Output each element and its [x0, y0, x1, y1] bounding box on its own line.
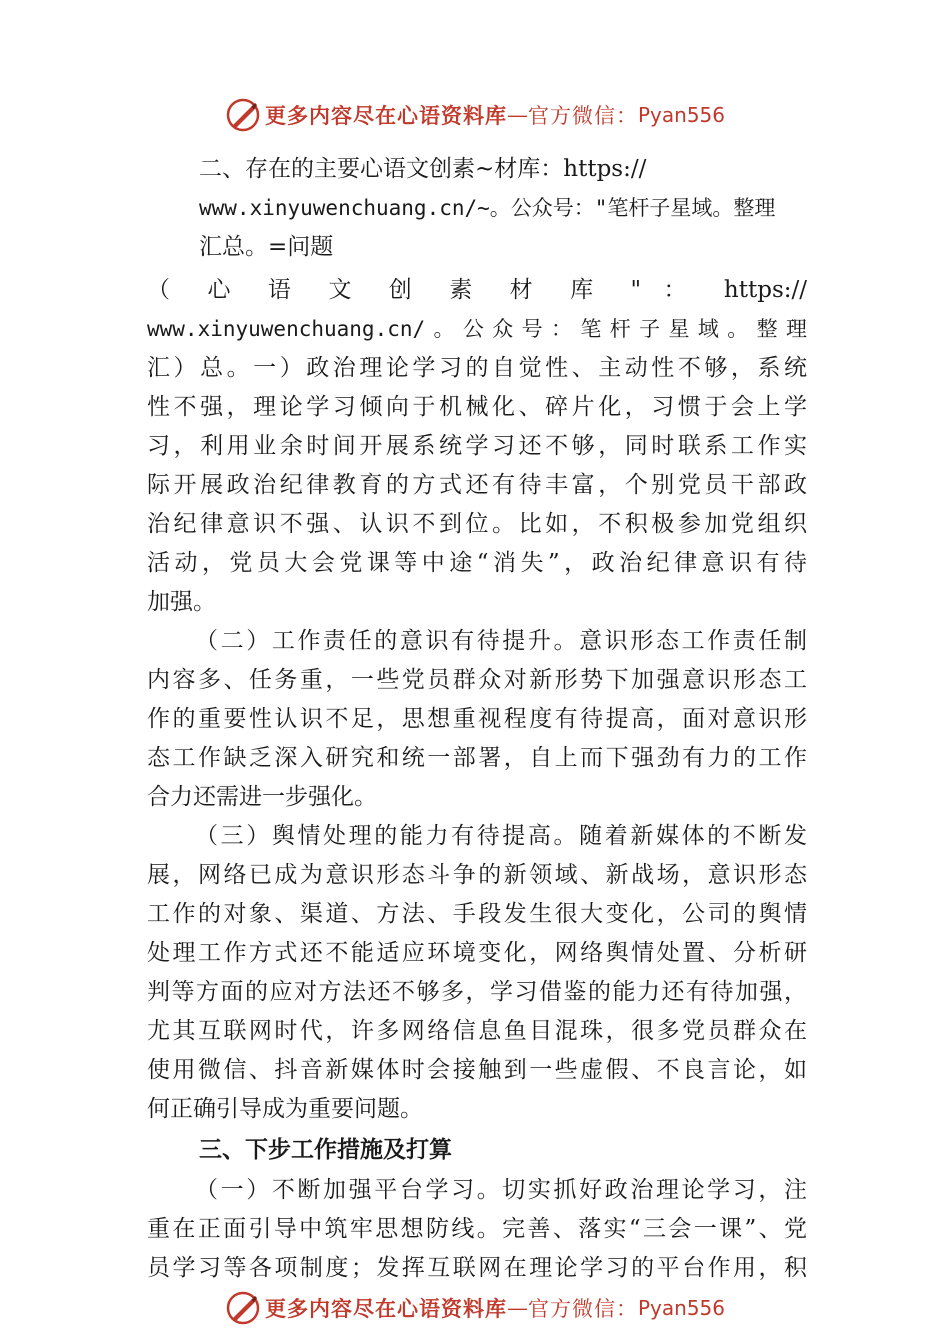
banner-separator: —: [506, 103, 528, 127]
paragraph-line: 工作的对象、渠道、方法、手段发生很大变化，公司的舆情: [147, 901, 807, 927]
pen-logo-icon: [225, 1290, 261, 1326]
paragraph-line: 处理工作方式还不能适应环境变化，网络舆情处置、分析研: [147, 940, 807, 966]
library-text: 更多内容尽在心语资料库: [264, 103, 507, 128]
paragraph-line: 使用微信、抖音新媒体时会接触到一些虚假、不良言论，如: [147, 1057, 807, 1083]
paragraph-line: 何正确引导成为重要问题。: [147, 1096, 423, 1122]
section-2-heading-line: 汇总。=问题: [199, 234, 334, 260]
paragraph-line: 重在正面引导中筑牢思想防线。完善、落实“三会一课”、党: [147, 1216, 807, 1242]
paragraph-line: 合力还需进一步强化。: [147, 784, 377, 810]
footer-banner: [0, 1288, 950, 1328]
section-3-heading: 三、下步工作措施及打算: [199, 1137, 452, 1163]
paragraph-line: www.xinyuwenchuang.cn/。公众号：笔杆子星域。整理: [147, 317, 807, 341]
wechat-label: 官方微信：: [527, 1297, 638, 1321]
wechat-label: 官方微信：: [527, 104, 638, 128]
wechat-account: Pyan556: [637, 103, 725, 127]
section-2-heading-line: 二、存在的主要心语文创素~材库：https://: [199, 156, 647, 182]
paragraph-line: 员学习等各项制度；发挥互联网在理论学习的平台作用，积: [147, 1255, 807, 1281]
paragraph-line: 内容多、任务重，一些党员群众对新形势下加强意识形态工: [147, 667, 807, 693]
library-text: 更多内容尽在心语资料库: [264, 1296, 507, 1321]
paragraph-line: 习，利用业余时间开展系统学习还不够，同时联系工作实: [147, 433, 807, 459]
paragraph-line: 加强。: [147, 589, 216, 615]
document-body: [147, 150, 807, 1288]
wechat-account: Pyan556: [637, 1296, 725, 1320]
paragraph-line: （ 心 语 文 创 素 材 库 " ： https://: [147, 277, 807, 303]
paragraph-line: 判等方面的应对方法还不够多，学习借鉴的能力还有待加强，: [147, 979, 807, 1005]
header-banner: [0, 95, 950, 135]
paragraph-line: 活动，党员大会党课等中途“消失”，政治纪律意识有待: [147, 550, 807, 576]
banner-separator: —: [506, 1296, 528, 1320]
pen-logo-icon: [225, 97, 261, 133]
paragraph-line: （三）舆情处理的能力有待提高。随着新媒体的不断发: [195, 823, 807, 849]
paragraph-line: 性不强，理论学习倾向于机械化、碎片化，习惯于会上学: [147, 394, 807, 420]
paragraph-line: 态工作缺乏深入研究和统一部署，自上而下强劲有力的工作: [147, 745, 807, 771]
paragraph-line: 作的重要性认识不足，思想重视程度有待提高，面对意识形: [147, 706, 807, 732]
section-2-heading-line: www.xinyuwenchuang.cn/~。公众号："笔杆子星域。整理: [199, 196, 776, 220]
paragraph-line: （一）不断加强平台学习。切实抓好政治理论学习，注: [195, 1177, 807, 1203]
paragraph-line: 际开展政治纪律教育的方式还有待丰富，个别党员干部政: [147, 472, 807, 498]
paragraph-line: 汇）总。一）政治理论学习的自觉性、主动性不够，系统: [147, 355, 807, 381]
paragraph-line: 尤其互联网时代，许多网络信息鱼目混珠，很多党员群众在: [147, 1018, 807, 1044]
paragraph-line: （二）工作责任的意识有待提升。意识形态工作责任制: [195, 628, 807, 654]
paragraph-line: 展，网络已成为意识形态斗争的新领域、新战场，意识形态: [147, 862, 807, 888]
paragraph-line: 治纪律意识不强、认识不到位。比如，不积极参加党组织: [147, 511, 807, 537]
